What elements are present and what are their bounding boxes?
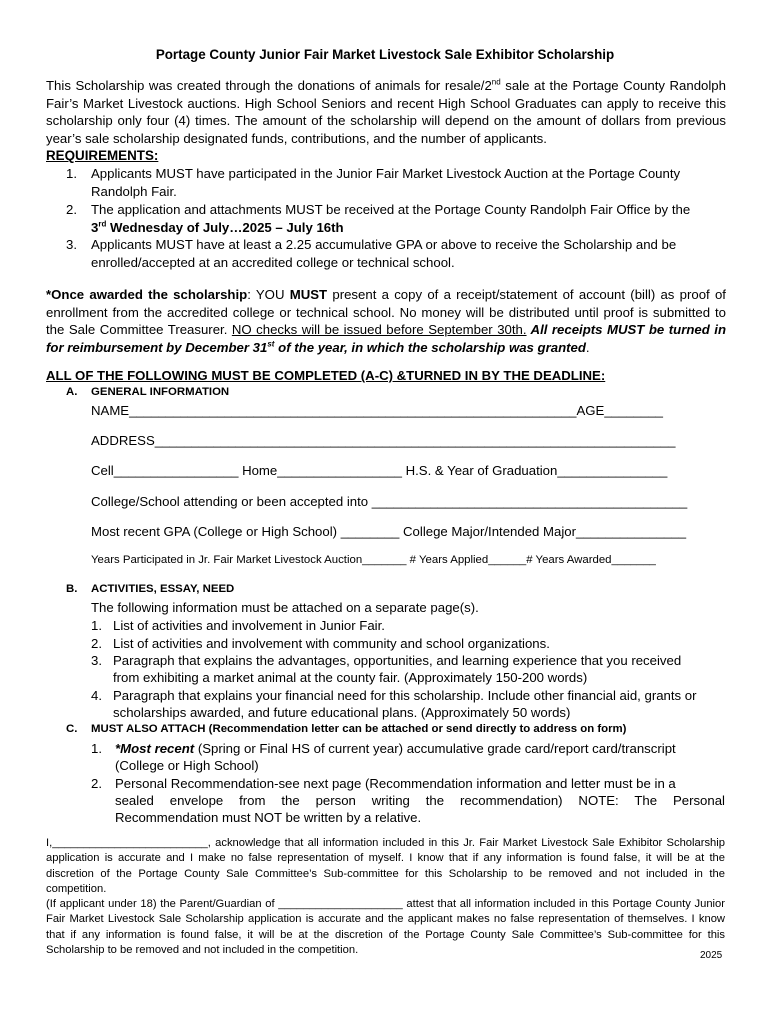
requirement-item-1 <box>0 165 770 201</box>
award-bold-italic-1: All receipts MUST be turned in for reimbursement by December 31 <box>46 322 726 355</box>
college-field[interactable]: College/School attending or been accepted into ___________________________________________ <box>91 494 688 509</box>
requirement-text: enrolled/accepted at an accredited college or technical school. <box>91 255 455 270</box>
deadline-sup: rd <box>98 219 107 229</box>
name-field[interactable]: NAME_____________________________________________________________AGE________ <box>91 403 664 418</box>
activity-text: scholarships awarded, and future educational plans. (Approximately 50 words) <box>113 705 571 720</box>
intro-sup: nd <box>491 77 501 87</box>
award-sup: st <box>267 339 275 349</box>
requirement-number: 1. <box>66 166 77 181</box>
requirements-heading: REQUIREMENTS: <box>46 148 159 163</box>
award-paragraph <box>46 286 726 356</box>
attach-text: (Spring or Final HS of current year) accumulative grade card/report card/transcript <box>194 741 676 756</box>
attach-item-1 <box>0 740 770 776</box>
section-letter: A. <box>66 386 78 398</box>
award-bold-italic-2: of the year, in which the scholarship was granted <box>274 339 586 355</box>
requirement-item-3 <box>0 236 770 272</box>
activity-number: 1. <box>91 618 102 633</box>
deadline-heading: ALL OF THE FOLLOWING MUST BE COMPLETED (A-C) &TURNED IN BY THE DEADLINE: <box>46 368 606 383</box>
requirement-item-2 <box>0 201 770 237</box>
attach-text: (College or High School) <box>115 758 259 773</box>
cell-home-graduation-field[interactable]: Cell_________________ Home_________________ H.S. & Year of Graduation_______________ <box>91 463 668 478</box>
activity-text: List of activities and involvement with community and school organizations. <box>113 636 550 651</box>
years-field[interactable]: Years Participated in Jr. Fair Market Livestock Auction_______ # Years Applied______# Years Awarded_______ <box>91 554 656 566</box>
guardian-acknowledgement: (If applicant under 18) the Parent/Guardian of ____________________ attest that all information included in this Portage County Junior Fair Market Livestock Sale Scholarship application is accurate and the applicant makes no false representation of themselves. I know that if any information is found false, it will be at the discretion of the Portage County Sale Committee’s Sub-committee for this Scholarship to be removed and not included in the competition. <box>46 898 725 956</box>
form-year: 2025 <box>700 950 723 961</box>
section-title: GENERAL INFORMATION <box>91 386 230 398</box>
award-underlined: NO checks will be issued before September 30th. <box>231 322 527 337</box>
activity-text: Paragraph that explains your financial need for this scholarship. Include other financial aid, grants or <box>113 688 697 703</box>
address-field[interactable]: ADDRESS_______________________________________________________________________ <box>91 433 676 448</box>
requirement-number: 2. <box>66 202 77 217</box>
section-b-intro: The following information must be attached on a separate page(s). <box>91 600 479 615</box>
activity-item-1 <box>0 617 770 635</box>
award-bold-1: *Once awarded the scholarship <box>46 287 248 302</box>
award-text-2: present a copy of a receipt/statement of account (bill) as proof of enrollment from the accredited college or technical school. No money will be distributed until proof is submitted to the Sale Committee Treasurer. <box>46 287 726 337</box>
requirement-text: Applicants MUST have at least a 2.25 accumulative GPA or above to receive the Scholarship and be <box>91 237 677 252</box>
section-b-heading <box>0 583 770 599</box>
activity-number: 3. <box>91 653 102 668</box>
attach-item-2 <box>0 775 770 829</box>
gpa-major-field[interactable]: Most recent GPA (College or High School) ________ College Major/Intended Major_______________ <box>91 524 687 539</box>
deadline-date <box>91 219 725 237</box>
intro-text-1: This Scholarship was created through the donations of animals for resale/2 <box>46 78 492 93</box>
section-c-heading <box>0 723 770 739</box>
requirement-text: The application and attachments MUST be received at the Portage County Randolph Fair Office by the <box>91 202 691 217</box>
award-end: . <box>585 339 590 355</box>
activity-number: 2. <box>91 636 102 651</box>
section-letter: B. <box>66 583 78 595</box>
intro-paragraph <box>46 77 726 147</box>
activity-item-2 <box>0 635 770 653</box>
attach-number: 1. <box>91 741 102 756</box>
section-title: ACTIVITIES, ESSAY, NEED <box>91 583 235 595</box>
activity-text: from exhibiting a market animal at the county fair. (Approximately 150-200 words) <box>113 670 588 685</box>
activity-text: List of activities and involvement in Junior Fair. <box>113 618 385 633</box>
intro-text-2: sale at the Portage County Randolph Fair’s Market Livestock auctions. High School Seniors and recent High School Graduates can apply to receive this scholarship only four (4) times. The amount of the scholarship will depend on the amount of dollars from previous year’s sale scholarship designated funds, contributions, and the number of applicants. <box>46 78 726 146</box>
deadline-ordinal: 3 <box>91 220 99 235</box>
activity-item-3 <box>0 652 770 688</box>
attach-text: Recommendation must NOT be written by a relative. <box>115 810 422 825</box>
requirement-text: Applicants MUST have participated in the Junior Fair Market Livestock Auction at the Portage County <box>91 166 681 181</box>
attach-text: Personal Recommendation-see next page (Recommendation information and letter must be in a <box>115 776 676 791</box>
activity-text: Paragraph that explains the advantages, opportunities, and learning experience that you received <box>113 653 682 668</box>
requirement-text: Randolph Fair. <box>91 184 177 199</box>
activity-item-4 <box>0 687 770 723</box>
section-title: MUST ALSO ATTACH (Recommendation letter can be attached or send directly to address on form) <box>91 723 627 735</box>
activity-number: 4. <box>91 688 102 703</box>
award-text-1: : YOU <box>247 287 290 302</box>
document-title: Portage County Junior Fair Market Livestock Sale Exhibitor Scholarship <box>155 47 615 62</box>
attach-text: sealed envelope from the person writing the recommendation) NOTE: The Personal <box>115 793 725 808</box>
attach-number: 2. <box>91 776 102 791</box>
section-letter: C. <box>66 723 78 735</box>
award-bold-2: MUST <box>289 287 328 302</box>
requirement-number: 3. <box>66 237 77 252</box>
deadline-text: Wednesday of July…2025 – July 16th <box>106 220 344 235</box>
most-recent-emphasis: *Most recent <box>115 741 195 756</box>
applicant-acknowledgement: I,_________________________, acknowledge that all information included in this Jr. Fair Market Livestock Sale Exhibitor Scholarship application is accurate and I make no false representation of myself. I know that if any information is found false, it will be at the discretion of the Portage County Sale Committee’s Sub-committee for this Scholarship to be removed and not included in the competition. <box>46 837 725 895</box>
section-a-heading <box>0 386 770 402</box>
